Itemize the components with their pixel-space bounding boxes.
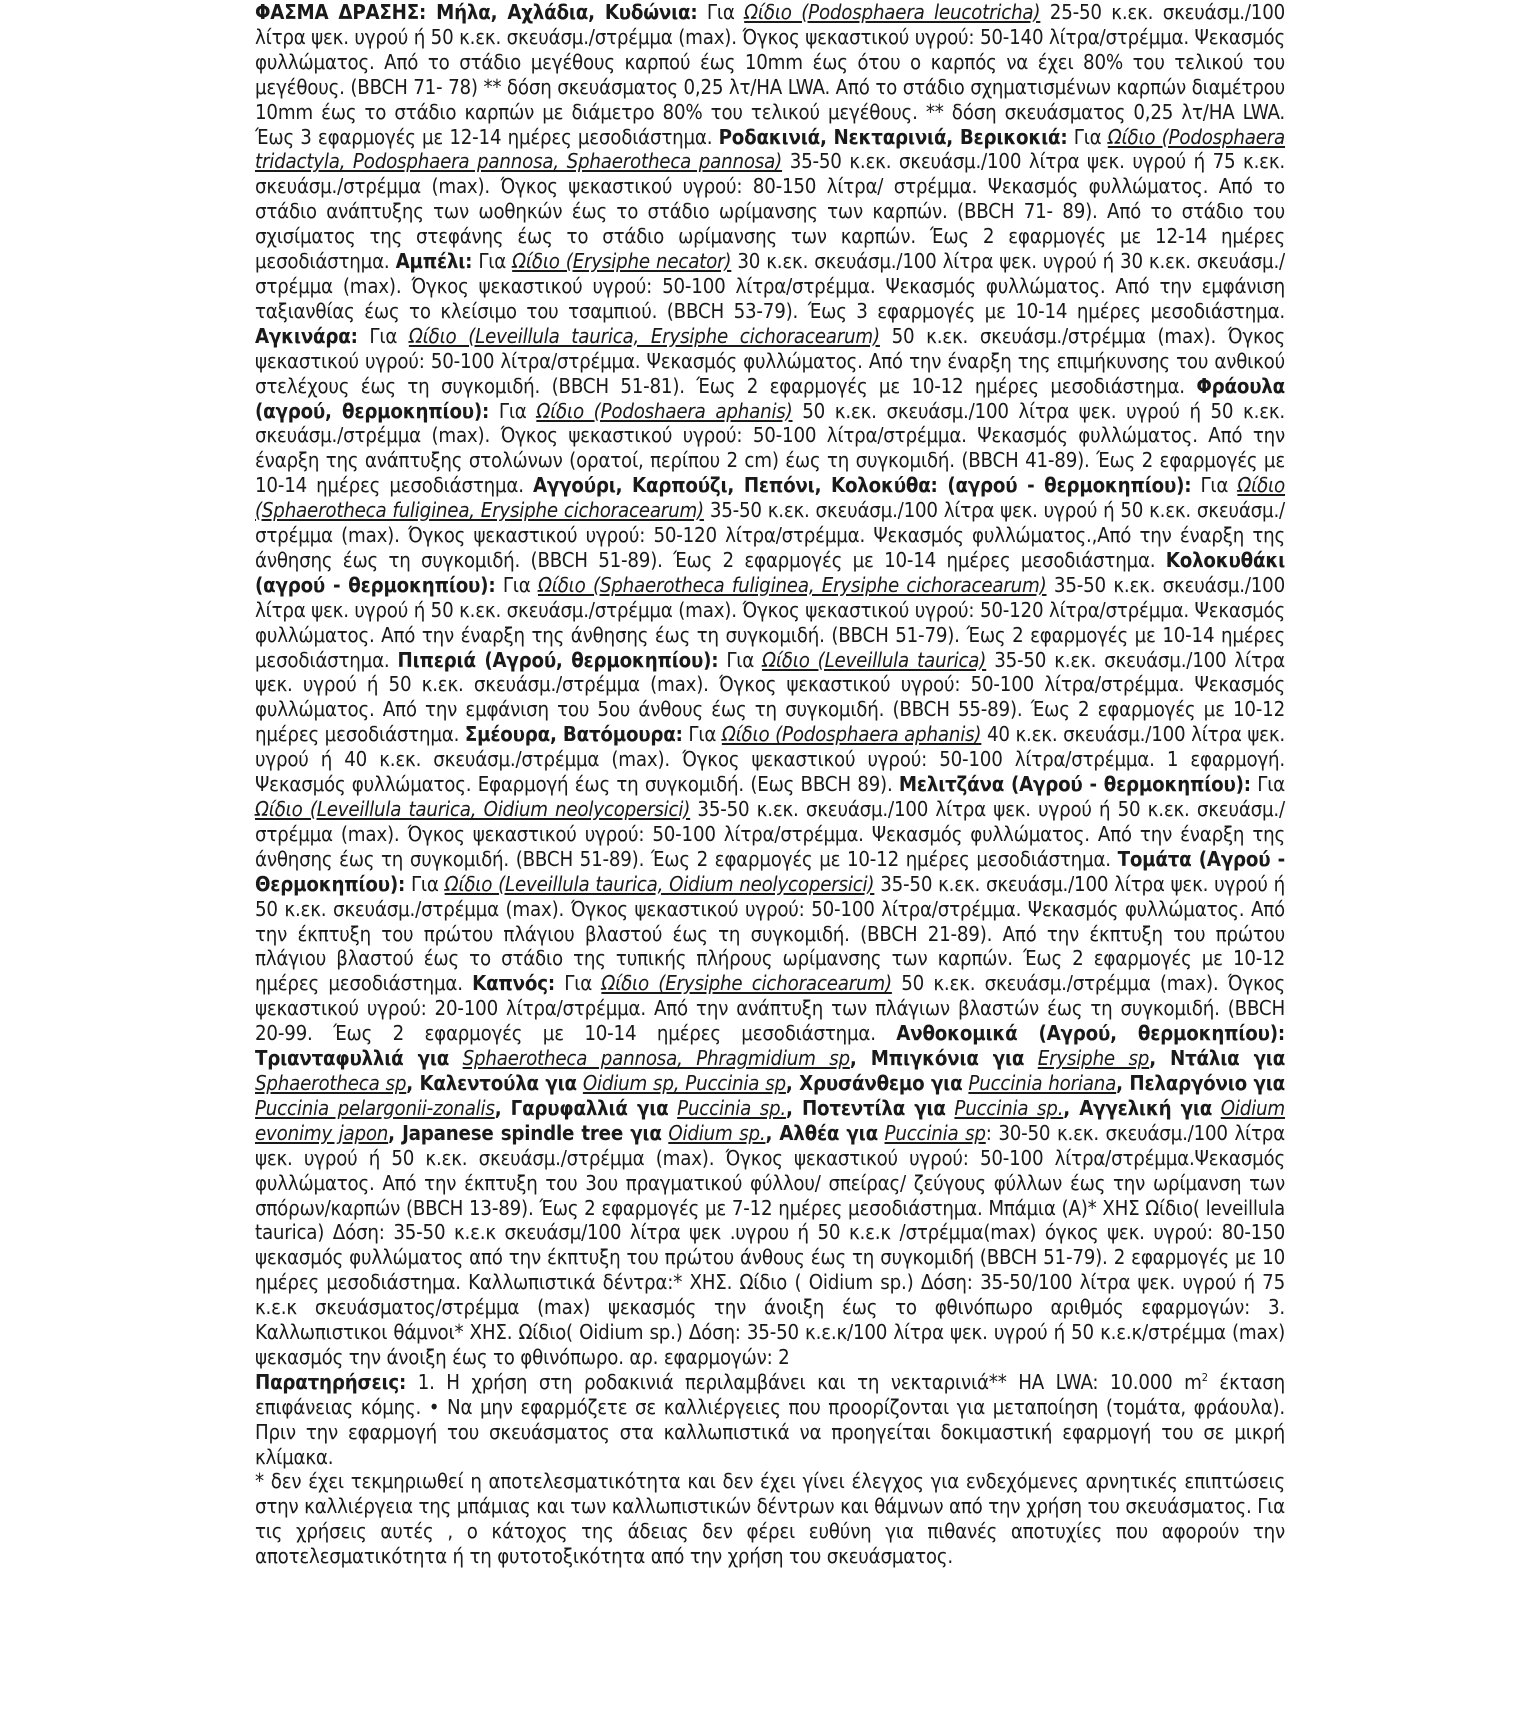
body-text: Για	[495, 572, 538, 597]
bold-heading: , Μπιγκόνια για	[849, 1046, 1025, 1071]
body-text: 25-50 κ.εκ. σκευάσμ./100 λίτρα ψεκ. υγρού ή 50 κ.εκ. σκευάσμ./στρέμμα (max). Όγκος ψεκαστικού υγρού: 50-140 λίτρα/στρέμμα. Ψεκασμός φυλλώματος. Από το στάδιο μεγέθους καρπού έως 10mm έως ότου ο καρπός να έχει 80% του τελικού του μεγέθους. (BBCH 71- 78) ** δόση σκευάσματος 0,25 λτ/HA LWA. Από το στάδιο σχηματισμένων καρπών διαμέτρου 10mm έως το στάδιο καρπών με διάμετρο 80% του τελικού μεγέθους. ** δόση σκευάσματος 0,25 λτ/HA LWA. Έως 3 εφαρμογές με 12-14 ημέρες μεσοδιάστημα.	[255, 0, 1286, 149]
bold-heading: , Αγγελική για	[1063, 1095, 1213, 1120]
pathogen-name: Sphaerotheca sp	[255, 1070, 407, 1095]
body-text: 30 κ.εκ. σκευάσμ./100 λίτρα ψεκ. υγρού ή 30 κ.εκ. σκευάσμ./στρέμμα (max). Όγκος ψεκαστικού υγρού: 50-100 λίτρα/στρέμμα. Ψεκασμός φυλλώματος. Από την εμφάνιση ταξιανθίας έως το κλείσιμο του τσαμπιού. (BBCH 53-79). Έως 3 εφαρμογές με 10-14 ημέρες μεσοδιάστημα.	[255, 249, 1285, 323]
body-text: 1. Η χρήση στη ροδακινιά περιλαμβάνει και τη νεκταρινιά** HA LWA: 10.000 m	[406, 1369, 1202, 1394]
bold-heading: Σμέουρα, Βατόμουρα:	[464, 722, 683, 747]
disclaimer-paragraph	[255, 1469, 1285, 1569]
bold-heading: Μελιτζάνα (Αγρού - θερμοκηπίου):	[898, 772, 1251, 797]
pathogen-name: Ωίδιο (Leveillula taurica, Erysiphe cichoracearum)	[408, 323, 880, 348]
body-text: Για	[1191, 473, 1238, 498]
body-text: 40 κ.εκ. σκευάσμ./100 λίτρα ψεκ. υγρού ή 40 κ.εκ. σκευάσμ./στρέμμα (max). Όγκος ψεκαστικού υγρού: 50-100 λίτρα/στρέμμα. 1 εφαρμογή. Ψεκασμός φυλλώματος. Εφαρμογή έως τη συγκομιδή. (Εως BBCH 89).	[255, 722, 1285, 797]
pathogen-name: Ωίδιο (Erysiphe necator)	[512, 249, 732, 274]
bold-heading: Κολοκυθάκι (αγρού - θερμοκηπίου):	[255, 547, 1285, 597]
body-text: Για	[472, 249, 513, 274]
spectrum-paragraph	[255, 0, 1285, 1370]
bold-heading: Αγγούρι, Καρπούζι, Πεπόνι, Κολοκύθα: (αγρού - θερμοκηπίου):	[533, 473, 1192, 498]
pathogen-name: Ωίδιο (Podosphaera leucotricha)	[744, 0, 1041, 24]
body-text: 35-50 κ.εκ. σκευάσμ./100 λίτρα ψεκ. υγρού ή 50 κ.εκ. σκευάσμ./στρέμμα (max). Όγκος ψεκαστικού υγρού: 50-100 λίτρα/στρέμμα. Ψεκασμός φυλλώματος. Από την έκπτυξη του πρώτου πλάγιου βλαστού έως τη συγκομιδή. (BBCH 21-89). Από την έκπτυξη του πρώτου πλάγιου βλαστού έως το στάδιο της τυπικής πλήρους ωρίμανσης των καρπών. Έως 2 εφαρμογές με 10-12 ημέρες μεσοδιάστημα.	[255, 871, 1285, 996]
bold-heading: , Αλθέα για	[765, 1120, 878, 1145]
body-text: 35-50 κ.εκ. σκευάσμ./100 λίτρα ψεκ. υγρού ή 50 κ.εκ. σκευάσμ./στρέμμα (max). Όγκος ψεκαστικού υγρού: 50-120 λίτρα/στρέμμα. Ψεκασμός φυλλώματος.,Από την έναρξη της άνθησης έως τη συγκομιδή. (BBCH 51-89). Έως 2 εφαρμογές με 10-14 ημέρες μεσοδιάστημα.	[255, 498, 1285, 572]
bold-heading: Φράουλα (αγρού, θερμοκηπίου):	[255, 373, 1285, 423]
notes-paragraph	[255, 1370, 1285, 1470]
pathogen-name: Ωίδιο (Podoshaera aphanis)	[536, 398, 793, 423]
document-body	[255, 0, 1285, 1569]
body-text: Για	[489, 398, 537, 423]
bold-heading: , Ποτεντίλα για	[786, 1095, 946, 1120]
body-text: 35-50 κ.εκ. σκευάσμ./100 λίτρα ψεκ. υγρού ή 50 κ.εκ. σκευάσμ./στρέμμα (max). Όγκος ψεκαστικού υγρού: 50-100 λίτρα/στρέμμα. Ψεκασμός φυλλώματος. Από την έναρξη της άνθησης έως τη συγκομιδή. (BBCH 51-89). Έως 2 εφαρμογές με 10-12 ημέρες μεσοδιάστημα.	[255, 797, 1285, 871]
bold-heading: , Χρυσάνθεμο για	[785, 1070, 963, 1095]
body-text: Για	[697, 0, 745, 24]
body-text	[449, 1046, 463, 1070]
body-text: : 30-50 κ.εκ. σκευάσμ./100 λίτρα ψεκ. υγρού ή 50 κ.εκ. σκευάσμ./στρέμμα (max). Όγκος ψεκαστικού υγρού: 50-100 λίτρα/στρέμμα.Ψεκασμός φυλλώματος. Από την έκπτυξη του 3ου πραγματικού φύλλου/ σπείρας/ ζεύγους φύλλων έως την ωρίμανση των σπόρων/καρπών (BBCH 13-89). Έως 2 εφαρμογές με 7-12 ημέρες μεσοδιάστημα. Μπάμια (Α)* ΧΗΣ Ωίδιο( leveillula taurica) Δόση: 35-50 κ.ε.κ σκευάσμ/100 λίτρα ψεκ .υγρου ή 50 κ.ε.κ /στρέμμα(max) όγκος ψεκ. υγρού: 80-150 ψεκασμός φυλλώματος από την έκπτυξη του πρώτου άνθους έως τη συγκομιδή (BBCH 51-79). 2 εφαρμογές με 10 ημέρες μεσοδιάστημα. Καλλωπιστικά δέντρα:* ΧΗΣ. Ωίδιο ( Oidium sp.) Δόση: 35-50/100 λίτρα ψεκ. υγρού ή 75 κ.ε.κ σκευάσματος/στρέμμα (max) ψεκασμός την άνοιξη έως το φθινόπωρο αριθμός εφαρμογών: 3. Καλλωπιστικοι θάμνοι* ΧΗΣ. Ωίδιο( Oidium sp.) Δόση: 35-50 κ.ε.κ/100 λίτρα ψεκ. υγρού ή 50 κ.ε.κ/στρέμμα (max) ψεκασμός την άνοιξη έως το φθινόπωρο. αρ. εφαρμογών: 2	[255, 1120, 1286, 1369]
body-text: 50 κ.εκ. σκευάσμ./στρέμμα (max). Όγκος ψεκαστικού υγρού: 20-100 λίτρα/στρέμμα. Από την ανάπτυξη των πλάγιων βλαστών έως τη συγκομιδή. (BBCH 20-99. Έως 2 εφαρμογές με 10-14 ημέρες μεσοδιάστημα.	[255, 971, 1286, 1046]
pathogen-name: Oidium sp, Puccinia sp	[582, 1070, 786, 1095]
bold-heading: , Πελαργόνιο για	[1116, 1070, 1285, 1095]
pathogen-name: Puccinia horiana	[968, 1070, 1117, 1095]
pathogen-name: Oidium sp.	[668, 1120, 766, 1145]
pathogen-name: Puccinia pelargonii-zonalis	[255, 1095, 495, 1120]
pathogen-name: Ωίδιο (Sphaerotheca fuliginea, Erysiphe cichoracearum)	[537, 572, 1047, 597]
body-text	[668, 1096, 677, 1120]
pathogen-name: Ωίδιο (Leveillula taurica, Oidium neolycopersici)	[255, 797, 691, 821]
bold-heading: Αγκινάρα:	[255, 323, 358, 348]
pathogen-name: Ωίδιο (Leveillula taurica, Oidium neolycopersici)	[444, 871, 875, 896]
body-text: έκταση επιφάνειας κόμης. • Να μην εφαρμόζετε σε καλλιέργειες που προορίζονται για μεταποίηση (τομάτα, φράουλα). Πριν την εφαρμογή του σκευάσματος στα καλλωπιστικά να προηγείται δοκιμαστική εφαρμογή του σε μικρή κλίμακα.	[255, 1369, 1285, 1469]
body-text: Για	[554, 971, 602, 996]
bold-heading: , Καλεντούλα για	[406, 1070, 577, 1095]
body-text: Για	[682, 722, 722, 747]
pathogen-name: Ωίδιο (Leveillula taurica)	[762, 647, 987, 672]
body-text: 50 κ.εκ. σκευάσμ./στρέμμα (max). Όγκος ψεκαστικού υγρού: 50-100 λίτρα/στρέμμα. Ψεκασμός φυλλώματος. Από την έναρξη της επιμήκυνσης του ανθικού στελέχους έως τη συγκομιδή. (BBCH 51-81). Έως 2 εφαρμογές με 10-12 ημέρες μεσοδιάστημα.	[255, 323, 1286, 398]
pathogen-name: Ωίδιο (Sphaerotheca fuliginea, Erysiphe cichoracearum)	[255, 473, 1286, 523]
pathogen-name: Erysiphe sp	[1037, 1046, 1150, 1071]
body-text	[1212, 1096, 1221, 1120]
bold-heading: Ροδακινιά, Νεκταρινιά, Βερικοκιά:	[718, 124, 1068, 149]
bold-heading: Καπνός:	[472, 971, 555, 996]
pathogen-name: Ωίδιο (Podosphaera aphanis)	[721, 722, 982, 747]
body-text: * δεν έχει τεκμηριωθεί η αποτελεσματικότητα και δεν έχει γίνει έλεγχος για ενδεχόμενες αρνητικές επιπτώσεις στην καλλιέργεια της μπάμιας και των καλλωπιστικών δέντρων και θάμνων από την χρήση του σκευάσματος. Για τις χρήσεις αυτές , ο κάτοχος της άδειας δεν φέρει ευθύνη για πιθανές αποτυχίες που αφορούν την αποτελεσματικότητα ή τη φυτοτοξικότητα από την χρήση του σκευάσματος.	[255, 1469, 1285, 1569]
superscript: 2	[1201, 1371, 1208, 1385]
pathogen-name: Oidium evonimy japon	[255, 1095, 1285, 1145]
pathogen-name: Sphaerotheca pannosa, Phragmidium sp	[462, 1046, 850, 1071]
pathogen-name: Ωίδιο (Podosphaera tridactyla, Podosphaera pannosa, Sphaerotheca pannosa)	[255, 124, 1286, 174]
pathogen-name: Puccinia sp	[884, 1120, 986, 1145]
bold-heading: , Γαρυφαλλιά για	[494, 1095, 669, 1120]
bold-heading: , Ντάλια για	[1149, 1046, 1286, 1071]
body-text	[878, 1121, 885, 1145]
body-text: 50 κ.εκ. σκευάσμ./100 λίτρα ψεκ. υγρού ή 50 κ.εκ. σκευάσμ./στρέμμα (max). Όγκος ψεκαστικού υγρού: 50-100 λίτρα/στρέμμα. Ψεκασμός φυλλώματος. Από την έναρξη της ανάπτυξης στολώνων (ορατοί, περίπου 2 cm) έως τη συγκομιδή. (BBCH 41-89). Έως 2 εφαρμογές με 10-14 ημέρες μεσοδιάστημα.	[255, 398, 1286, 498]
bold-heading: Τομάτα (Αγρού - Θερμοκηπίου):	[255, 846, 1285, 896]
body-text: Για	[1067, 124, 1108, 149]
body-text: 35-50 κ.εκ. σκευάσμ./100 λίτρα ψεκ. υγρού ή 75 κ.εκ. σκευάσμ./στρέμμα (max). Όγκος ψεκαστικού υγρού: 80-150 λίτρα/ στρέμμα. Ψεκασμός φυλλώματος. Από το στάδιο ανάπτυξης των ωοθηκών έως το στάδιο ωρίμανσης των καρπών. (BBCH 71- 89). Από το στάδιο του σχισίματος της στεφάνης έως το στάδιο ωρίμανσης των καρπών. Έως 2 εφαρμογές με 12-14 ημέρες μεσοδιάστημα.	[255, 149, 1285, 274]
body-text: 35-50 κ.εκ. σκευάσμ./100 λίτρα ψεκ. υγρού ή 50 κ.εκ. σκευάσμ./στρέμμα (max). Όγκος ψεκαστικού υγρού: 50-100 λίτρα/στρέμμα. Ψεκασμός φυλλώματος. Από την εμφάνιση του 5ου άνθους έως τη συγκομιδή. (BBCH 55-89). Έως 2 εφαρμογές με 10-12 ημέρες μεσοδιάστημα.	[255, 647, 1286, 747]
body-text: Για	[718, 647, 763, 672]
body-text: 35-50 κ.εκ. σκευάσμ./100 λίτρα ψεκ. υγρού ή 50 κ.εκ. σκευάσμ./στρέμμα (max). Όγκος ψεκαστικού υγρού: 50-120 λίτρα/στρέμμα. Ψεκασμός φυλλώματος. Από την έναρξη της άνθησης έως τη συγκομιδή. (BBCH 51-79). Έως 2 εφαρμογές με 10-14 ημέρες μεσοδιάστημα.	[255, 572, 1285, 672]
pathogen-name: Puccinia sp.	[954, 1095, 1064, 1120]
body-text: Για	[357, 323, 409, 348]
body-text: Για	[405, 871, 445, 896]
body-text	[1024, 1046, 1038, 1070]
bold-heading: Ανθοκομικά (Αγρού, θερμοκηπίου): Τριανταφυλλιά για	[255, 1021, 1285, 1071]
pathogen-name: Ωίδιο (Erysiphe cichoracearum)	[601, 971, 892, 996]
bold-heading: Πιπεριά (Αγρού, θερμοκηπίου):	[397, 647, 719, 672]
body-text: Για	[1250, 772, 1285, 797]
bold-heading: ΦΑΣΜΑ ΔΡΑΣΗΣ: Μήλα, Αχλάδια, Κυδώνια:	[255, 0, 698, 24]
bold-heading: Αμπέλι:	[395, 249, 473, 274]
bold-heading: Παρατηρήσεις:	[255, 1369, 407, 1394]
pathogen-name: Puccinia sp.	[677, 1095, 787, 1120]
bold-heading: , Japanese spindle tree για	[388, 1120, 662, 1145]
